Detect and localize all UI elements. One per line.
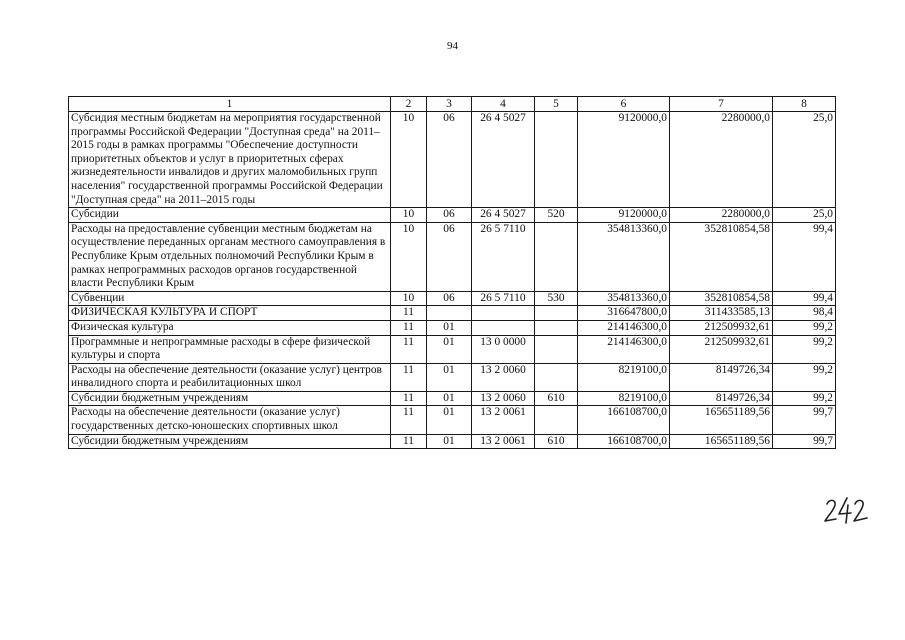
executed-amount: 212509932,61 bbox=[670, 320, 773, 335]
execution-percent: 99,7 bbox=[773, 406, 836, 434]
approved-amount: 354813360,0 bbox=[578, 222, 670, 291]
target-article-code: 13 2 0060 bbox=[472, 391, 535, 406]
section-code: 11 bbox=[391, 320, 427, 335]
expense-kind-code: 610 bbox=[535, 434, 578, 449]
target-article-code: 26 4 5027 bbox=[472, 208, 535, 223]
execution-percent: 99,2 bbox=[773, 363, 836, 391]
section-code: 10 bbox=[391, 222, 427, 291]
item-name: Субсидии bbox=[69, 208, 391, 223]
subsection-code bbox=[427, 306, 472, 321]
execution-percent: 99,7 bbox=[773, 434, 836, 449]
section-code: 10 bbox=[391, 112, 427, 208]
subsection-code: 01 bbox=[427, 335, 472, 363]
section-code: 11 bbox=[391, 406, 427, 434]
table-row bbox=[69, 363, 836, 391]
subsection-code: 06 bbox=[427, 222, 472, 291]
target-article-code: 13 2 0061 bbox=[472, 406, 535, 434]
item-name: ФИЗИЧЕСКАЯ КУЛЬТУРА И СПОРТ bbox=[69, 306, 391, 321]
execution-percent: 98,4 bbox=[773, 306, 836, 321]
table-row bbox=[69, 222, 836, 291]
item-name: Расходы на обеспечение деятельности (оказание услуг) центров инвалидного спорта и реабилитационных школ bbox=[69, 363, 391, 391]
execution-percent: 99,4 bbox=[773, 222, 836, 291]
table-row bbox=[69, 406, 836, 434]
executed-amount: 311433585,13 bbox=[670, 306, 773, 321]
executed-amount: 352810854,58 bbox=[670, 291, 773, 306]
execution-percent: 25,0 bbox=[773, 208, 836, 223]
column-header: 2 bbox=[391, 97, 427, 112]
approved-amount: 9120000,0 bbox=[578, 112, 670, 208]
section-code: 11 bbox=[391, 335, 427, 363]
section-code: 10 bbox=[391, 291, 427, 306]
item-name: Субвенции bbox=[69, 291, 391, 306]
table-row bbox=[69, 335, 836, 363]
execution-percent: 99,4 bbox=[773, 291, 836, 306]
subsection-code: 06 bbox=[427, 291, 472, 306]
expense-kind-code: 530 bbox=[535, 291, 578, 306]
expense-kind-code bbox=[535, 335, 578, 363]
table-row bbox=[69, 320, 836, 335]
target-article-code: 26 5 7110 bbox=[472, 291, 535, 306]
approved-amount: 8219100,0 bbox=[578, 363, 670, 391]
budget-table bbox=[68, 96, 836, 449]
table-row bbox=[69, 306, 836, 321]
column-header: 6 bbox=[578, 97, 670, 112]
expense-kind-code: 520 bbox=[535, 208, 578, 223]
column-header: 7 bbox=[670, 97, 773, 112]
subsection-code: 01 bbox=[427, 363, 472, 391]
item-name: Субсидии бюджетным учреждениям bbox=[69, 434, 391, 449]
executed-amount: 8149726,34 bbox=[670, 391, 773, 406]
page-number: 94 bbox=[447, 40, 458, 52]
executed-amount: 165651189,56 bbox=[670, 434, 773, 449]
section-code: 11 bbox=[391, 306, 427, 321]
item-name: Программные и непрограммные расходы в сфере физической культуры и спорта bbox=[69, 335, 391, 363]
approved-amount: 214146300,0 bbox=[578, 320, 670, 335]
item-name: Субсидия местным бюджетам на мероприятия государственной программы Российской Федерации "Доступная среда" на 2011–2015 годы в рамках программы "Обеспечение доступности приоритетных объектов и услуг в приоритетных сферах жизнедеятельности инвалидов и других маломобильных групп населения" государственной программы Российской Федерации "Доступная среда" на 2011–2015 годы bbox=[69, 112, 391, 208]
item-name: Физическая культура bbox=[69, 320, 391, 335]
item-name: Расходы на предоставление субвенции местным бюджетам на осуществление переданных органам местного самоуправления в Республике Крым отдельных полномочий Республики Крым в рамках непрограммных расходов органов государственной власти Республики Крым bbox=[69, 222, 391, 291]
approved-amount: 316647800,0 bbox=[578, 306, 670, 321]
section-code: 11 bbox=[391, 434, 427, 449]
execution-percent: 99,2 bbox=[773, 335, 836, 363]
executed-amount: 8149726,34 bbox=[670, 363, 773, 391]
expense-kind-code bbox=[535, 320, 578, 335]
approved-amount: 8219100,0 bbox=[578, 391, 670, 406]
target-article-code: 13 0 0000 bbox=[472, 335, 535, 363]
approved-amount: 214146300,0 bbox=[578, 335, 670, 363]
table-row bbox=[69, 291, 836, 306]
subsection-code: 01 bbox=[427, 434, 472, 449]
table-row bbox=[69, 391, 836, 406]
table-row bbox=[69, 112, 836, 208]
section-code: 10 bbox=[391, 208, 427, 223]
section-code: 11 bbox=[391, 363, 427, 391]
column-header: 1 bbox=[69, 97, 391, 112]
header-row bbox=[69, 97, 836, 112]
execution-percent: 99,2 bbox=[773, 320, 836, 335]
approved-amount: 354813360,0 bbox=[578, 291, 670, 306]
target-article-code: 26 4 5027 bbox=[472, 112, 535, 208]
approved-amount: 166108700,0 bbox=[578, 406, 670, 434]
executed-amount: 352810854,58 bbox=[670, 222, 773, 291]
approved-amount: 166108700,0 bbox=[578, 434, 670, 449]
expense-kind-code bbox=[535, 406, 578, 434]
approved-amount: 9120000,0 bbox=[578, 208, 670, 223]
column-header: 3 bbox=[427, 97, 472, 112]
subsection-code: 06 bbox=[427, 208, 472, 223]
column-header: 5 bbox=[535, 97, 578, 112]
execution-percent: 25,0 bbox=[773, 112, 836, 208]
item-name: Субсидии бюджетным учреждениям bbox=[69, 391, 391, 406]
target-article-code: 13 2 0060 bbox=[472, 363, 535, 391]
table-row bbox=[69, 434, 836, 449]
item-name: Расходы на обеспечение деятельности (оказание услуг) государственных детско-юношеских спортивных школ bbox=[69, 406, 391, 434]
table-row bbox=[69, 208, 836, 223]
subsection-code: 01 bbox=[427, 320, 472, 335]
target-article-code bbox=[472, 306, 535, 321]
expense-kind-code bbox=[535, 306, 578, 321]
expense-kind-code bbox=[535, 112, 578, 208]
subsection-code: 06 bbox=[427, 112, 472, 208]
target-article-code: 26 5 7110 bbox=[472, 222, 535, 291]
expense-kind-code bbox=[535, 363, 578, 391]
column-header: 4 bbox=[472, 97, 535, 112]
handwritten-page-stamp bbox=[823, 495, 871, 525]
subsection-code: 01 bbox=[427, 406, 472, 434]
column-header: 8 bbox=[773, 97, 836, 112]
executed-amount: 2280000,0 bbox=[670, 112, 773, 208]
section-code: 11 bbox=[391, 391, 427, 406]
expense-kind-code: 610 bbox=[535, 391, 578, 406]
execution-percent: 99,2 bbox=[773, 391, 836, 406]
executed-amount: 212509932,61 bbox=[670, 335, 773, 363]
target-article-code bbox=[472, 320, 535, 335]
executed-amount: 165651189,56 bbox=[670, 406, 773, 434]
subsection-code: 01 bbox=[427, 391, 472, 406]
target-article-code: 13 2 0061 bbox=[472, 434, 535, 449]
expense-kind-code bbox=[535, 222, 578, 291]
executed-amount: 2280000,0 bbox=[670, 208, 773, 223]
